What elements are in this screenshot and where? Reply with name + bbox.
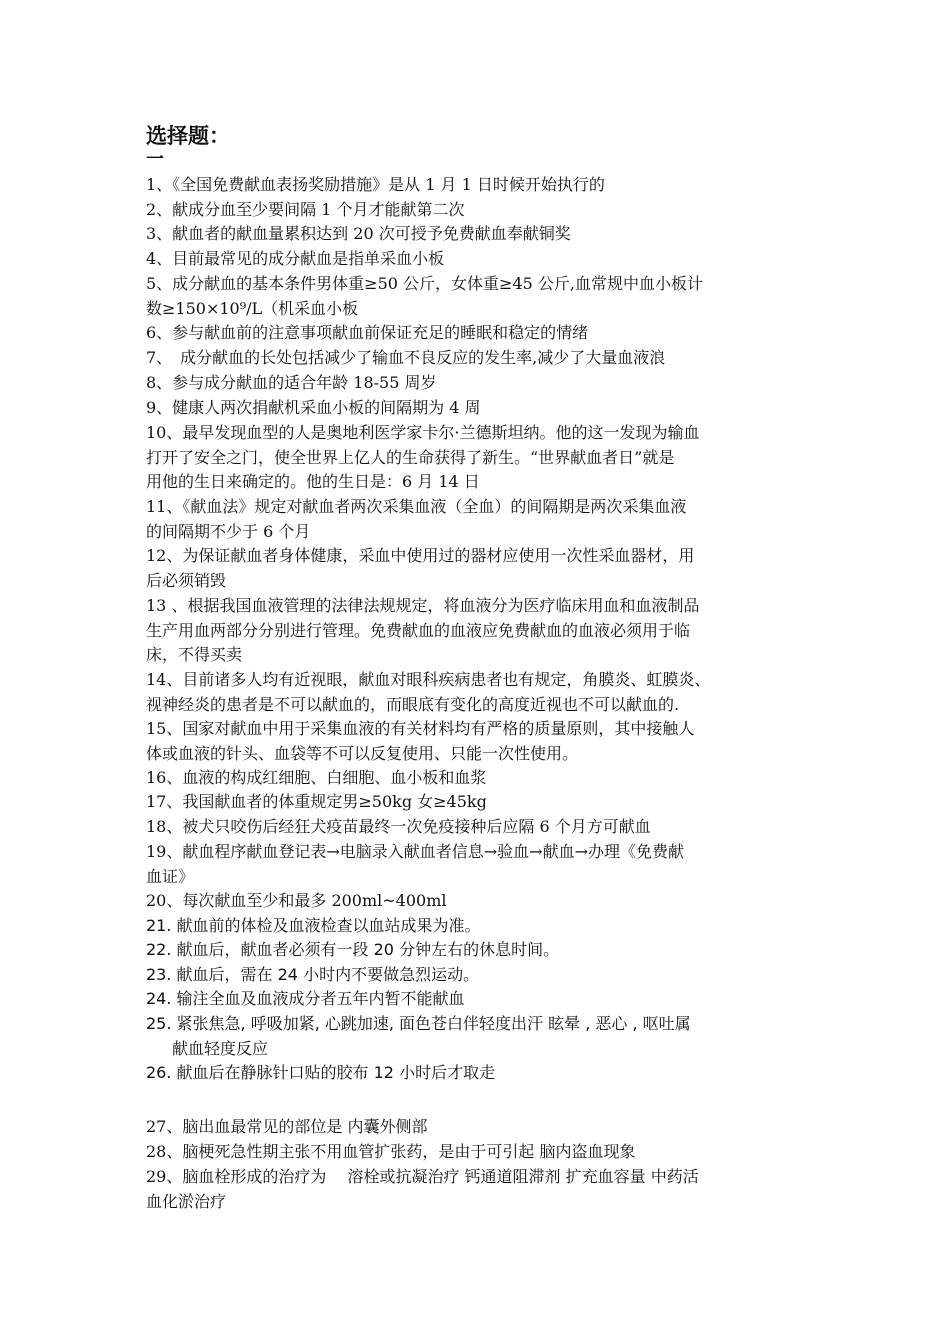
question-line: 献血轻度反应 bbox=[172, 1038, 269, 1058]
question-item bbox=[146, 272, 816, 321]
question-line: 22. 献血后，献血者必须有一段 20 分钟左右的休息时间。 bbox=[146, 940, 560, 959]
question-line: 打开了安全之门，使全世界上亿人的生命获得了新生。“世界献血者日”就是 bbox=[146, 447, 675, 467]
question-line: 11、《献血法》规定对献血者两次采集血液（全血）的间隔期是两次采集血液 bbox=[146, 497, 687, 516]
question-line: 视神经炎的患者是不可以献血的，而眼底有变化的高度近视也不可以献血的. bbox=[146, 694, 680, 714]
question-line: 3、献血者的献血量累积达到 20 次可授予免费献血奉献铜奖 bbox=[146, 224, 571, 243]
question-item bbox=[146, 717, 816, 766]
question-item bbox=[146, 247, 816, 272]
question-line: 血化淤治疗 bbox=[146, 1191, 227, 1211]
question-item bbox=[146, 1140, 816, 1165]
question-item bbox=[146, 198, 816, 223]
question-line: 15、国家对献血中用于采集血液的有关材料均有严格的质量原则，其中接触人 bbox=[146, 719, 695, 738]
question-line: 体或血液的针头、血袋等不可以反复使用、只能一次性使用。 bbox=[146, 743, 579, 763]
question-item bbox=[146, 421, 816, 495]
question-line: 床，不得买卖 bbox=[146, 645, 243, 664]
question-line: 27、脑出血最常见的部位是 内囊外侧部 bbox=[146, 1117, 428, 1136]
question-item bbox=[146, 815, 816, 840]
question-line: 2、献成分血至少要间隔 1 个月才能献第二次 bbox=[146, 200, 465, 219]
question-line: 9、健康人两次捐献机采血小板的间隔期为 4 周 bbox=[146, 398, 481, 417]
question-line: 26. 献血后在静脉针口贴的胶布 12 小时后才取走 bbox=[146, 1063, 496, 1082]
question-line: 18、被犬只咬伤后经狂犬疫苗最终一次免疫接种后应隔 6 个月方可献血 bbox=[146, 817, 651, 836]
question-line: 6、参与献血前的注意事项献血前保证充足的睡眠和稳定的情绪 bbox=[146, 323, 589, 342]
question-line: 生产用血两部分分别进行管理。免费献血的血液应免费献血的血液必须用于临 bbox=[146, 620, 691, 640]
question-line: 20、每次献血至少和最多 200ml~400ml bbox=[146, 891, 447, 910]
question-line: 8、参与成分献血的适合年龄 18-55 周岁 bbox=[146, 373, 437, 392]
question-line: 19、献血程序献血登记表→电脑录入献血者信息→验血→献血→办理《免费献 bbox=[146, 842, 684, 861]
question-item bbox=[146, 1012, 816, 1061]
question-line: 7、 成分献血的长处包括减少了输血不良反应的发生率,减少了大量血液浪 bbox=[146, 348, 666, 367]
question-item bbox=[146, 963, 816, 988]
question-item bbox=[146, 668, 816, 717]
question-line: 5、成分献血的基本条件男体重≥50 公斤，女体重≥45 公斤,血常规中血小板计 bbox=[146, 274, 703, 293]
question-line: 血证》 bbox=[146, 866, 195, 886]
question-item bbox=[146, 987, 816, 1012]
question-item bbox=[146, 889, 816, 914]
question-item bbox=[146, 938, 816, 963]
question-item bbox=[146, 1115, 816, 1140]
question-line: 1、《全国免费献血表扬奖励措施》是从 1 月 1 日时候开始执行的 bbox=[146, 175, 605, 194]
question-item bbox=[146, 790, 816, 815]
question-item bbox=[146, 321, 816, 346]
question-item bbox=[146, 544, 816, 593]
question-line: 10、最早发现血型的人是奥地利医学家卡尔·兰德斯坦纳。他的这一发现为输血 bbox=[146, 423, 700, 442]
question-item bbox=[146, 766, 816, 791]
question-line: 23. 献血后，需在 24 小时内不要做急烈运动。 bbox=[146, 965, 480, 984]
page-title: 选择题： bbox=[146, 124, 230, 148]
question-line: 用他的生日来确定的。他的生日是：6 月 14 日 bbox=[146, 472, 480, 491]
question-line: 17、我国献血者的体重规定男≥50kg 女≥45kg bbox=[146, 792, 487, 811]
question-line: 21. 献血前的体检及血液检查以血站成果为准。 bbox=[146, 916, 481, 935]
question-line: 后必须销毁 bbox=[146, 570, 227, 590]
question-line: 4、目前最常见的成分献血是指单采血小板 bbox=[146, 249, 445, 268]
question-item bbox=[146, 1061, 816, 1086]
question-item bbox=[146, 840, 816, 889]
question-item bbox=[146, 173, 816, 198]
question-line: 25. 紧张焦急, 呼吸加紧, 心跳加速, 面色苍白伴轻度出汗 眩晕 , 恶心 , 呕吐属 bbox=[146, 1014, 691, 1033]
question-line: 16、血液的构成红细胞、白细胞、血小板和血浆 bbox=[146, 768, 487, 787]
question-line: 12、为保证献血者身体健康，采血中使用过的器材应使用一次性采血器材，用 bbox=[146, 546, 695, 565]
question-item bbox=[146, 594, 816, 668]
question-line: 14、目前诸多人均有近视眼，献血对眼科疾病患者也有规定，角膜炎、虹膜炎、 bbox=[146, 670, 711, 689]
question-item bbox=[146, 396, 816, 421]
section-number: 一 bbox=[146, 149, 164, 170]
question-line: 13 、根据我国血液管理的法律法规规定，将血液分为医疗临床用血和血液制品 bbox=[146, 596, 700, 615]
question-line: 的间隔期不少于 6 个月 bbox=[146, 521, 311, 541]
question-item bbox=[146, 495, 816, 544]
question-item bbox=[146, 1165, 816, 1214]
question-item bbox=[146, 371, 816, 396]
question-item bbox=[146, 222, 816, 247]
question-line: 24. 输注全血及血液成分者五年内暂不能献血 bbox=[146, 989, 465, 1008]
question-line: 28、脑梗死急性期主张不用血管扩张药，是由于可引起 脑内盗血现象 bbox=[146, 1142, 636, 1161]
question-line: 数≥150×10⁹/L（机采血小板 bbox=[146, 298, 359, 318]
question-item bbox=[146, 346, 816, 371]
question-line: 29、脑血栓形成的治疗为 溶栓或抗凝治疗 钙通道阻滞剂 扩充血容量 中药活 bbox=[146, 1167, 699, 1186]
question-item bbox=[146, 914, 816, 939]
